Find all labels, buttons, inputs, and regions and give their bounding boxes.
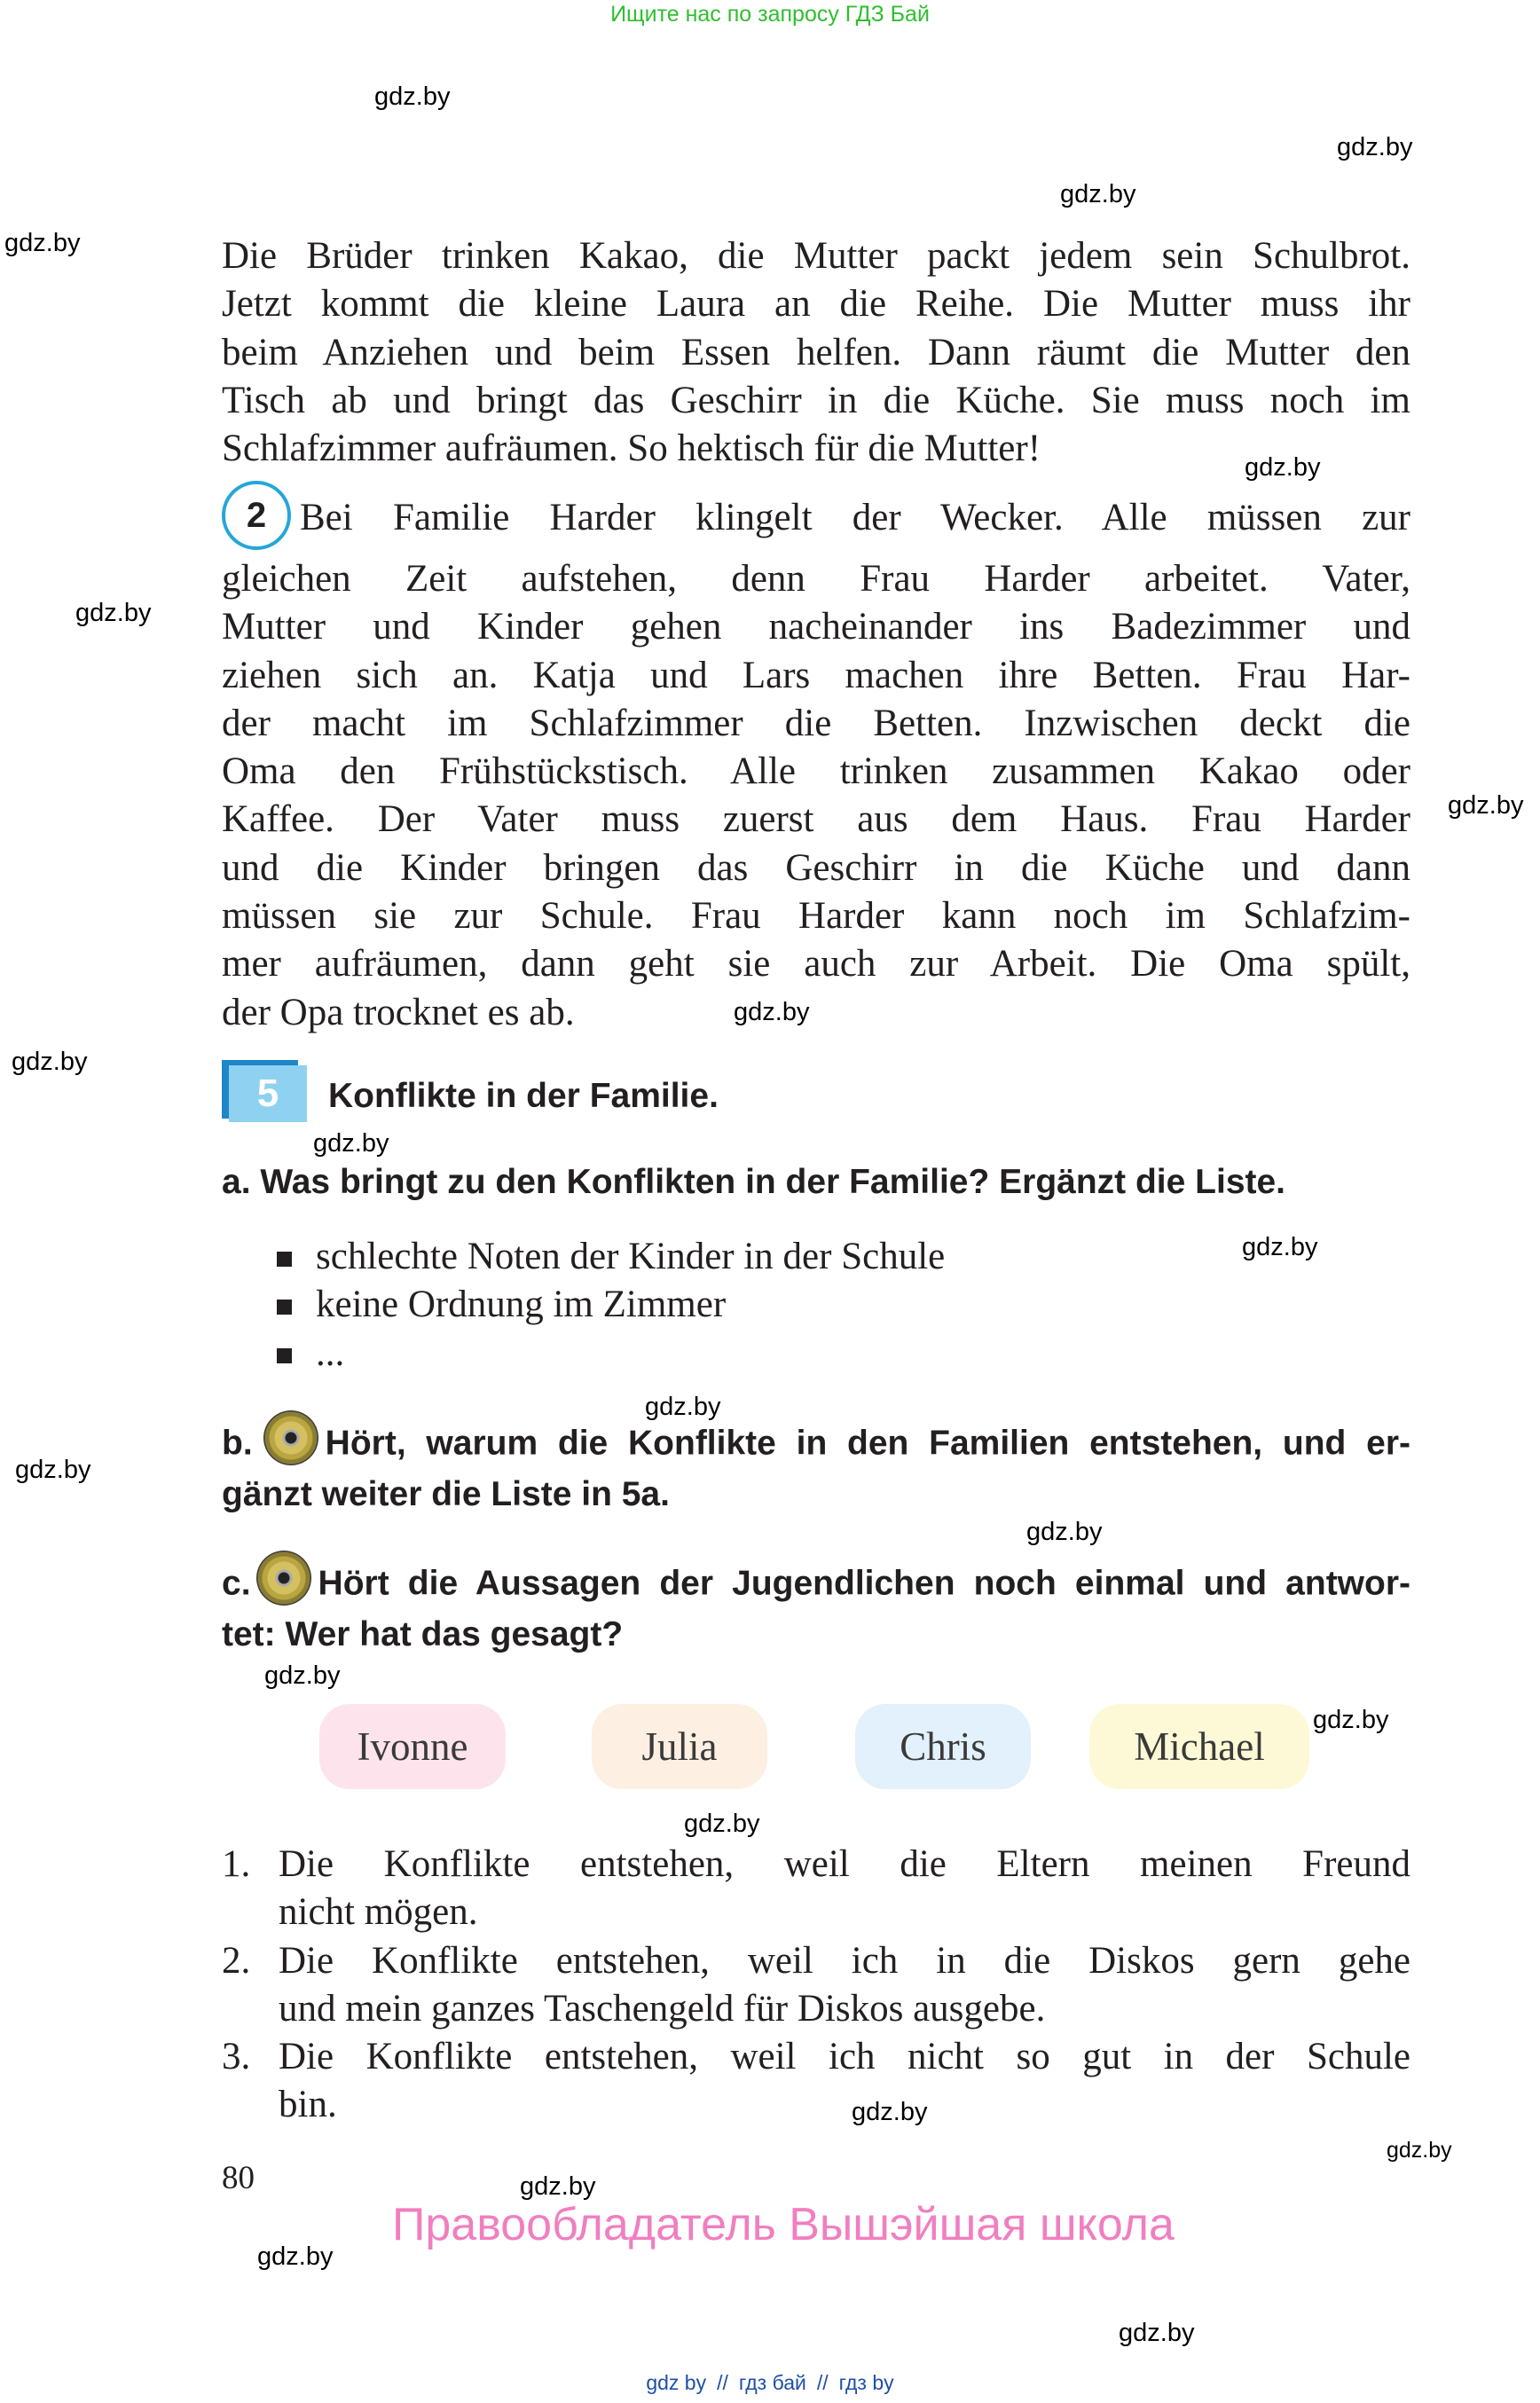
- list-item-text: Die Konflikte entstehen, weil ich nicht so gut in der Schule: [279, 2036, 1410, 2078]
- list-item-text: Die Konflikte entstehen, weil die Eltern meinen Freund: [279, 1843, 1410, 1885]
- watermark: gdz.by: [313, 1129, 389, 1158]
- statement-list: [222, 1841, 1410, 2130]
- name-pill-chris: Chris: [855, 1704, 1031, 1789]
- name-pill-michael: Michael: [1089, 1704, 1309, 1789]
- task-b-line: gänzt weiter die Liste in 5a.: [222, 1475, 670, 1513]
- text-line: Schlafzimmer aufräumen. So hektisch für die Mutter!: [222, 428, 1041, 470]
- list-item: keine Ordnung im Zimmer: [275, 1281, 945, 1329]
- footer-links: [0, 2371, 1540, 2395]
- task-c-instruction: [222, 1558, 1410, 1657]
- watermark: gdz.by: [12, 1048, 88, 1076]
- footer-link-gdz-by[interactable]: gdz by: [646, 2371, 707, 2394]
- list-item-text: bin.: [279, 2084, 337, 2126]
- footer-separator: //: [816, 2371, 829, 2394]
- task-c-text: Hört die Aussagen der Jugendlichen noch einmal und antwor-: [318, 1564, 1410, 1603]
- list-item-text: und mein ganzes Taschengeld für Diskos ausgebe.: [279, 1987, 1046, 2030]
- text-line: Mutter und Kinder gehen nacheinander ins Badezimmer und: [222, 606, 1410, 648]
- text-line: Oma den Frühstückstisch. Alle trinken zusammen Kakao oder: [222, 750, 1410, 793]
- watermark: gdz.by: [264, 1661, 341, 1690]
- watermark: gdz.by: [852, 2098, 928, 2126]
- task-badge-number: 5: [229, 1065, 307, 1122]
- watermark: gdz.by: [1242, 1233, 1318, 1261]
- task-b-label: b.: [222, 1424, 253, 1463]
- text-line: Die Brüder trinken Kakao, die Mutter packt jedem sein Schulbrot.: [222, 235, 1410, 277]
- text-line: Tisch ab und bringt das Geschirr in die Küche. Sie muss noch im: [222, 379, 1410, 421]
- watermark: gdz.by: [15, 1456, 91, 1484]
- task-title: Konflikte in der Familie.: [328, 1077, 719, 1115]
- text-line: der macht im Schlafzimmer die Betten. Inzwischen deckt die: [222, 702, 1410, 744]
- list-item-text: Die Konflikte entstehen, weil ich in die Diskos gern gehe: [279, 1939, 1410, 1982]
- list-item: [222, 1937, 1410, 2034]
- list-item: [222, 2033, 1410, 2130]
- watermark: gdz.by: [75, 599, 152, 627]
- task-c-label: c.: [222, 1564, 251, 1603]
- footer-link-gdz-bai[interactable]: гдз бай: [738, 2371, 806, 2394]
- watermark: gdz.by: [4, 229, 81, 257]
- list-item: schlechte Noten der Kinder in der Schule: [275, 1233, 945, 1281]
- text-line: mer aufräumen, dann geht sie auch zur Arbeit. Die Oma spült,: [222, 943, 1410, 986]
- watermark: gdz.by: [1448, 791, 1524, 820]
- list-item: [222, 1841, 1410, 1937]
- text-line: ziehen sich an. Katja und Lars machen ihre Betten. Frau Har-: [222, 654, 1410, 696]
- text-line: [222, 486, 1410, 555]
- watermark: gdz.by: [734, 998, 810, 1026]
- text-line: gleichen Zeit aufstehen, denn Frau Harder arbeitet. Vater,: [222, 558, 1410, 600]
- list-item-number: 2.: [222, 1939, 251, 1982]
- footer-separator: //: [717, 2371, 728, 2394]
- watermark: gdz.by: [520, 2172, 596, 2201]
- watermark: gdz.by: [374, 82, 451, 111]
- audio-cd-icon[interactable]: [256, 1551, 311, 1606]
- task-a-instruction: a. Was bringt zu den Konflikten in der Familie? Ergänzt die Liste.: [222, 1163, 1286, 1201]
- list-item-number: 3.: [222, 2036, 251, 2078]
- task-b-text: Hört, warum die Konflikte in den Familien entstehen, und er-: [325, 1424, 1410, 1463]
- list-item-number: 1.: [222, 1843, 251, 1885]
- task-c-line: tet: Wer hat das gesagt?: [222, 1615, 624, 1653]
- watermark: gdz.by: [1387, 2138, 1452, 2163]
- copyright-notice: Правообладатель Вышэйшая школа: [392, 2199, 1175, 2250]
- task-b-line: [222, 1417, 1410, 1472]
- name-pill-ivonne: Ivonne: [319, 1704, 506, 1789]
- text-line-content: Bei Familie Harder klingelt der Wecker. Alle müssen zur: [300, 496, 1410, 538]
- watermark: gdz.by: [257, 2242, 334, 2271]
- paragraph-number-badge: 2: [222, 481, 291, 550]
- watermark: gdz.by: [1060, 180, 1136, 208]
- watermark: gdz.by: [1245, 453, 1321, 482]
- list-item: ...: [275, 1330, 945, 1378]
- page-number: 80: [222, 2160, 255, 2196]
- text-line: müssen sie zur Schule. Frau Harder kann noch im Schlafzim-: [222, 895, 1410, 938]
- watermark: gdz.by: [645, 1393, 721, 1421]
- text-line: Kaffee. Der Vater muss zuerst aus dem Haus. Frau Harder: [222, 798, 1410, 841]
- watermark: gdz.by: [1313, 1706, 1389, 1734]
- watermark: gdz.by: [1337, 133, 1413, 161]
- text-line: und die Kinder bringen das Geschirr in die Küche und dann: [222, 846, 1410, 889]
- task-c-line: [222, 1558, 1410, 1613]
- watermark: gdz.by: [1026, 1518, 1103, 1546]
- text-line: beim Anziehen und beim Essen helfen. Dann räumt die Mutter den: [222, 331, 1410, 373]
- conflict-list: [275, 1233, 945, 1378]
- text-line: Jetzt kommt die kleine Laura an die Reihe. Die Mutter muss ihr: [222, 283, 1410, 326]
- task-number-badge: [222, 1060, 307, 1122]
- task-b-instruction: [222, 1417, 1410, 1517]
- paragraph-1: [222, 232, 1410, 473]
- paragraph-2: [222, 486, 1410, 1037]
- name-pill-julia: Julia: [592, 1704, 767, 1789]
- watermark: gdz.by: [684, 1810, 760, 1838]
- audio-cd-icon[interactable]: [263, 1410, 318, 1465]
- watermark: gdz.by: [1119, 2319, 1195, 2347]
- footer-link-gdz-by-2[interactable]: гдз by: [838, 2371, 894, 2394]
- text-line: der Opa trocknet es ab.: [222, 991, 575, 1033]
- list-item-text: nicht mögen.: [279, 1891, 478, 1934]
- top-banner[interactable]: Ищите нас по запросу ГДЗ Бай: [610, 2, 930, 27]
